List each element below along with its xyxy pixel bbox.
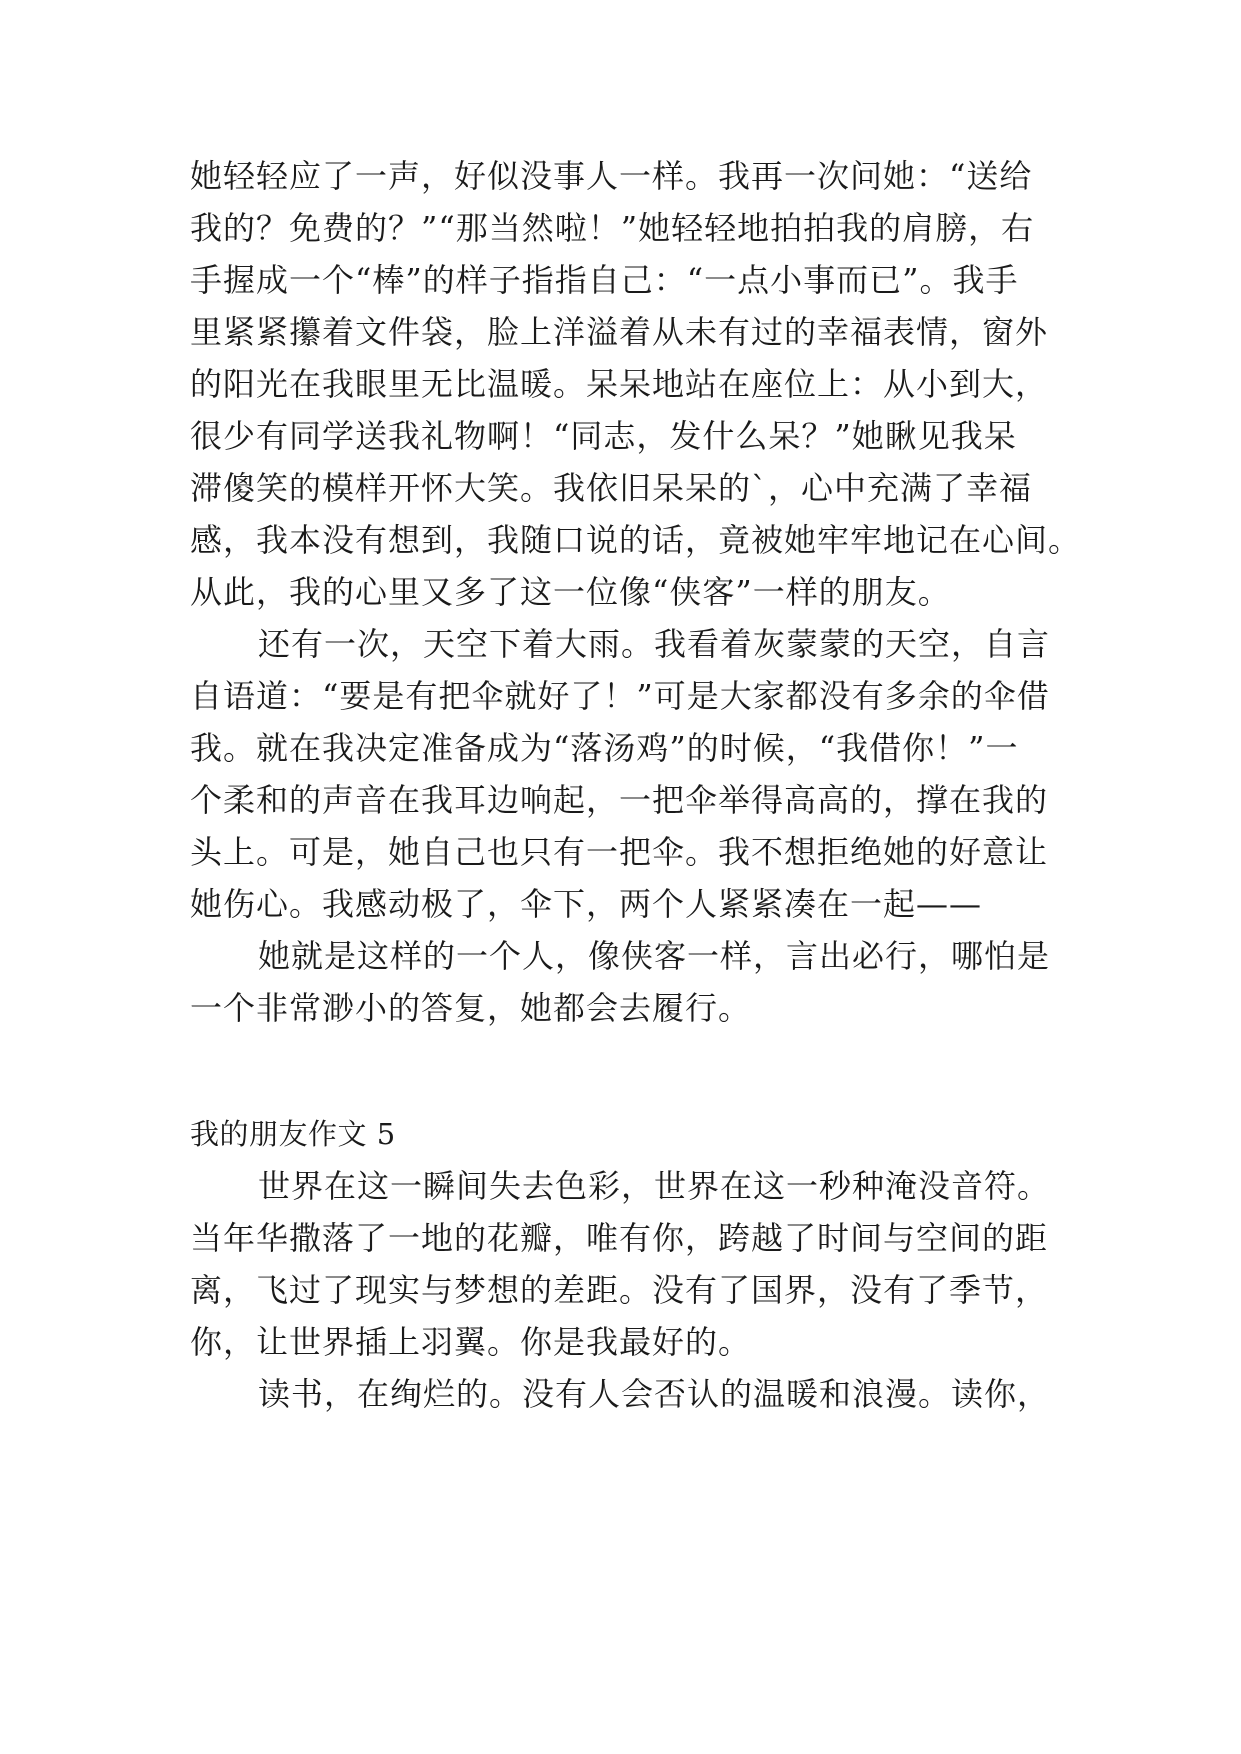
- text-line: 从此，我的心里又多了这一位像“侠客”一样的朋友。: [190, 573, 951, 611]
- text-line: 感，我本没有想到，我随口说的话，竟被她牢牢地记在心间。: [190, 521, 1082, 559]
- text-line: 自语道：“要是有把伞就好了！”可是大家都没有多余的伞借: [190, 677, 1050, 715]
- text-line: 一个非常渺小的答复，她都会去履行。: [190, 989, 752, 1027]
- text-line-indented: 世界在这一瞬间失去色彩，世界在这一秒种淹没音符。: [258, 1167, 1051, 1205]
- text-line: 手握成一个“棒”的样子指指自己：“一点小事而已”。我手: [190, 261, 1019, 299]
- text-line: 滞傻笑的模样开怀大笑。我依旧呆呆的`，心中充满了幸福: [190, 469, 1033, 507]
- text-line: 我的？免费的？”“那当然啦！”她轻轻地拍拍我的肩膀，右: [190, 209, 1035, 247]
- text-line: 头上。可是，她自己也只有一把伞。我不想拒绝她的好意让: [190, 833, 1049, 871]
- text-line: 离，飞过了现实与梦想的差距。没有了国界，没有了季节，: [190, 1271, 1049, 1309]
- text-line: 她轻轻应了一声，好似没事人一样。我再一次问她：“送给: [190, 157, 1033, 195]
- text-line: 我。就在我决定准备成为“落汤鸡”的时候，“我借你！”一: [190, 729, 1019, 767]
- text-line-indented: 她就是这样的一个人，像侠客一样，言出必行，哪怕是: [258, 937, 1051, 975]
- text-line: 很少有同学送我礼物啊！“同志，发什么呆？”她瞅见我呆: [190, 417, 1017, 455]
- text-line: 个柔和的声音在我耳边响起，一把伞举得高高的，撑在我的: [190, 781, 1049, 819]
- text-line-indented: 还有一次，天空下着大雨。我看着灰蒙蒙的天空，自言: [258, 625, 1051, 663]
- text-line: 的阳光在我眼里无比温暖。呆呆地站在座位上：从小到大，: [190, 365, 1049, 403]
- text-line-indented: 读书，在绚烂的。没有人会否认的温暖和浪漫。读你，: [258, 1375, 1051, 1413]
- text-line: 她伤心。我感动极了，伞下，两个人紧紧凑在一起——: [190, 885, 983, 923]
- text-line: 你，让世界插上羽翼。你是我最好的。: [190, 1323, 752, 1361]
- text-line: 里紧紧攥着文件袋，脸上洋溢着从未有过的幸福表情，窗外: [190, 313, 1049, 351]
- text-line: 当年华撒落了一地的花瓣，唯有你，跨越了时间与空间的距: [190, 1219, 1049, 1257]
- section-title: 我的朋友作文 5: [190, 1117, 396, 1151]
